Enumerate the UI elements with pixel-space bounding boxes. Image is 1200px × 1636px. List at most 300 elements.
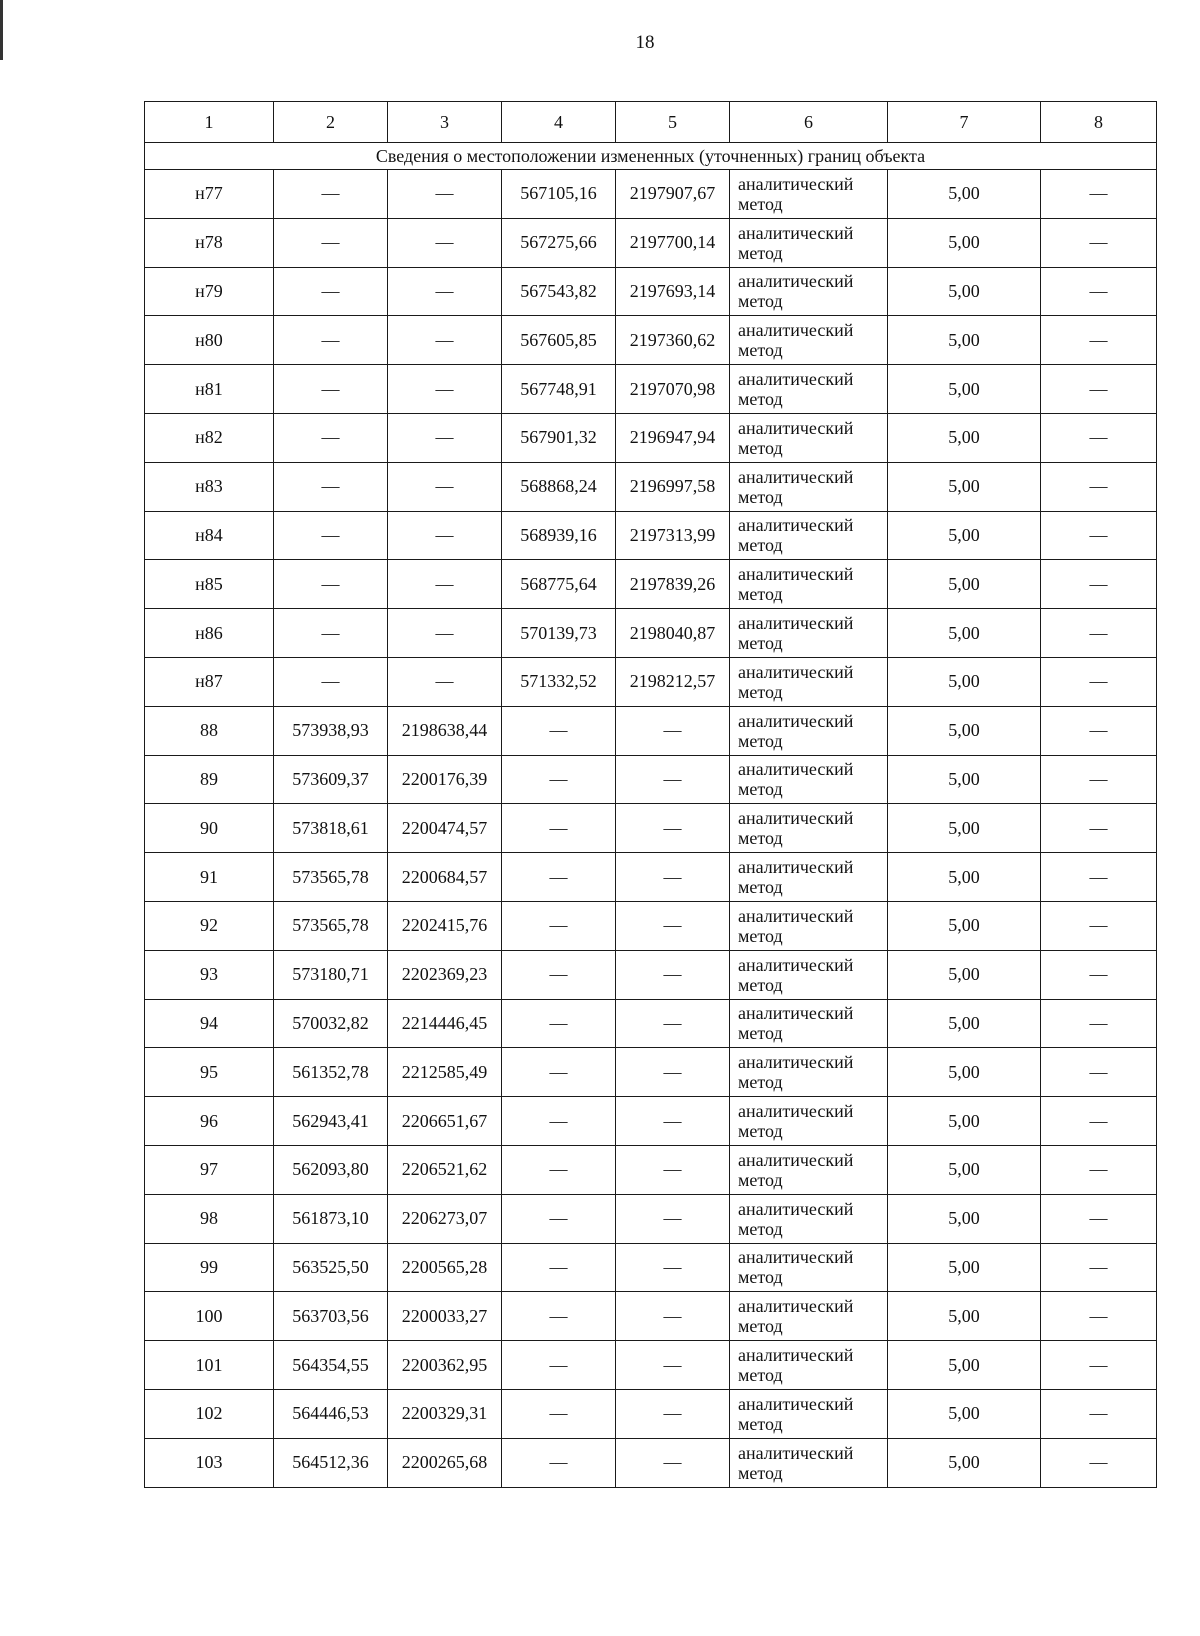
table-cell-c2: 564512,36	[274, 1438, 388, 1487]
method-line-1: аналитический	[738, 954, 854, 975]
table-cell-c5: 2197313,99	[616, 511, 730, 560]
table-cell-c4: 567543,82	[502, 267, 616, 316]
method-line-1: аналитический	[738, 1345, 854, 1366]
table-cell-c1: н83	[145, 462, 274, 511]
table-cell-c3: 2212585,49	[388, 1048, 502, 1097]
table-cell-c8: —	[1041, 365, 1157, 414]
table-cell-c1: 88	[145, 706, 274, 755]
method-line-1: аналитический	[738, 759, 854, 780]
method-line-2: метод	[738, 242, 783, 263]
table-cell-method	[730, 950, 888, 999]
method-line-2: метод	[738, 1023, 783, 1044]
table-cell-c4: 568868,24	[502, 462, 616, 511]
table-cell-method	[730, 804, 888, 853]
table-cell-c8: —	[1041, 1243, 1157, 1292]
method-line-2: метод	[738, 389, 783, 410]
table-cell-c1: 91	[145, 853, 274, 902]
table-cell-c4: 567901,32	[502, 413, 616, 462]
table-cell-c7: 5,00	[888, 609, 1041, 658]
table-cell-c2: 563703,56	[274, 1292, 388, 1341]
table-cell-c1: н84	[145, 511, 274, 560]
table-cell-c7: 5,00	[888, 755, 1041, 804]
table-cell-c4: —	[502, 1145, 616, 1194]
table-cell-c1: 99	[145, 1243, 274, 1292]
table-cell-c7: 5,00	[888, 853, 1041, 902]
column-header: 6	[730, 102, 888, 143]
table-cell-c1: 103	[145, 1438, 274, 1487]
method-line-2: метод	[738, 1218, 783, 1239]
table-cell-c2: —	[274, 267, 388, 316]
table-cell-c3: 2200565,28	[388, 1243, 502, 1292]
table-cell-c1: 93	[145, 950, 274, 999]
table-row	[145, 1194, 1157, 1243]
table-cell-c3: —	[388, 462, 502, 511]
table-cell-c2: 561873,10	[274, 1194, 388, 1243]
table-cell-c1: 94	[145, 999, 274, 1048]
table-cell-c5: —	[616, 1048, 730, 1097]
table-cell-method	[730, 999, 888, 1048]
table-row	[145, 706, 1157, 755]
table-cell-c1: н77	[145, 170, 274, 219]
table-cell-method	[730, 1194, 888, 1243]
method-line-1: аналитический	[738, 1296, 854, 1317]
table-cell-method	[730, 1145, 888, 1194]
table-cell-c3: —	[388, 218, 502, 267]
table-cell-c7: 5,00	[888, 560, 1041, 609]
table-cell-c3: —	[388, 267, 502, 316]
table-cell-c4: —	[502, 1097, 616, 1146]
table-cell-c5: —	[616, 1194, 730, 1243]
table-cell-c2: —	[274, 560, 388, 609]
table-cell-c7: 5,00	[888, 1438, 1041, 1487]
table-row	[145, 1389, 1157, 1438]
table-cell-c5: —	[616, 999, 730, 1048]
method-line-2: метод	[738, 437, 783, 458]
table-cell-c8: —	[1041, 1097, 1157, 1146]
table-row	[145, 1292, 1157, 1341]
table-cell-c7: 5,00	[888, 1194, 1041, 1243]
table-cell-c1: н78	[145, 218, 274, 267]
table-cell-c3: 2206273,07	[388, 1194, 502, 1243]
table-row	[145, 267, 1157, 316]
table-cell-c5: —	[616, 804, 730, 853]
table-cell-c7: 5,00	[888, 1145, 1041, 1194]
table-cell-c4: —	[502, 1243, 616, 1292]
table-row	[145, 1097, 1157, 1146]
method-line-2: метод	[738, 1365, 783, 1386]
method-line-2: метод	[738, 1316, 783, 1337]
page-number: 18	[635, 32, 655, 53]
column-header: 7	[888, 102, 1041, 143]
table-row	[145, 218, 1157, 267]
section-title-row	[145, 143, 1157, 170]
table-cell-c8: —	[1041, 1341, 1157, 1390]
table-cell-c7: 5,00	[888, 1243, 1041, 1292]
table-cell-c7: 5,00	[888, 267, 1041, 316]
method-line-2: метод	[738, 925, 783, 946]
table-row	[145, 170, 1157, 219]
table-cell-c7: 5,00	[888, 511, 1041, 560]
table-cell-c2: —	[274, 170, 388, 219]
method-line-1: аналитический	[738, 905, 854, 926]
table-cell-c7: 5,00	[888, 1292, 1041, 1341]
table-cell-c8: —	[1041, 804, 1157, 853]
table-cell-c4: —	[502, 853, 616, 902]
table-row	[145, 950, 1157, 999]
table-cell-c3: 2200684,57	[388, 853, 502, 902]
table-cell-c2: —	[274, 657, 388, 706]
table-cell-c5: —	[616, 1438, 730, 1487]
method-line-1: аналитический	[738, 564, 854, 585]
table-row	[145, 365, 1157, 414]
table-cell-c3: 2200033,27	[388, 1292, 502, 1341]
table-cell-c5: 2196997,58	[616, 462, 730, 511]
method-line-1: аналитический	[738, 808, 854, 829]
table-cell-c8: —	[1041, 609, 1157, 658]
table-cell-method	[730, 462, 888, 511]
table-cell-c2: 562943,41	[274, 1097, 388, 1146]
method-line-2: метод	[738, 779, 783, 800]
table-cell-c1: н86	[145, 609, 274, 658]
table-cell-method	[730, 1341, 888, 1390]
table-cell-c8: —	[1041, 706, 1157, 755]
table-cell-c1: 95	[145, 1048, 274, 1097]
table-row	[145, 901, 1157, 950]
table-cell-c3: 2206651,67	[388, 1097, 502, 1146]
method-line-1: аналитический	[738, 857, 854, 878]
table-cell-c4: 568775,64	[502, 560, 616, 609]
method-line-2: метод	[738, 1413, 783, 1434]
method-line-1: аналитический	[738, 222, 854, 243]
table-cell-method	[730, 1048, 888, 1097]
table-cell-c3: 2202415,76	[388, 901, 502, 950]
table-cell-c8: —	[1041, 755, 1157, 804]
table-cell-c1: н87	[145, 657, 274, 706]
table-cell-c4: —	[502, 1438, 616, 1487]
table-cell-c8: —	[1041, 316, 1157, 365]
table-cell-c5: 2198040,87	[616, 609, 730, 658]
table-cell-c3: —	[388, 609, 502, 658]
method-line-2: метод	[738, 681, 783, 702]
table-cell-c2: —	[274, 365, 388, 414]
method-line-1: аналитический	[738, 466, 854, 487]
table-cell-c5: 2197693,14	[616, 267, 730, 316]
method-line-1: аналитический	[738, 369, 854, 390]
table-cell-c4: —	[502, 1389, 616, 1438]
table-cell-c5: 2197700,14	[616, 218, 730, 267]
table-body	[145, 143, 1157, 1488]
table-cell-c8: —	[1041, 511, 1157, 560]
table-cell-c5: —	[616, 853, 730, 902]
table-cell-c3: —	[388, 316, 502, 365]
table-cell-c5: —	[616, 1389, 730, 1438]
table-cell-c3: 2200474,57	[388, 804, 502, 853]
table-cell-c2: 564354,55	[274, 1341, 388, 1390]
table-cell-c8: —	[1041, 1194, 1157, 1243]
table-row	[145, 316, 1157, 365]
table-cell-c3: —	[388, 511, 502, 560]
table-cell-c2: 570032,82	[274, 999, 388, 1048]
table-cell-c4: —	[502, 1048, 616, 1097]
table-cell-c4: 568939,16	[502, 511, 616, 560]
table-cell-c1: н85	[145, 560, 274, 609]
method-line-1: аналитический	[738, 1003, 854, 1024]
method-line-2: метод	[738, 584, 783, 605]
table-cell-c4: —	[502, 950, 616, 999]
table-cell-c8: —	[1041, 267, 1157, 316]
column-header: 2	[274, 102, 388, 143]
table-cell-c3: 2206521,62	[388, 1145, 502, 1194]
method-line-2: метод	[738, 1121, 783, 1142]
table-cell-c2: 573938,93	[274, 706, 388, 755]
method-line-1: аналитический	[738, 173, 854, 194]
method-line-1: аналитический	[738, 661, 854, 682]
method-line-1: аналитический	[738, 1247, 854, 1268]
table-cell-c5: —	[616, 950, 730, 999]
table-cell-c4: —	[502, 755, 616, 804]
table-cell-method	[730, 609, 888, 658]
table-cell-c5: —	[616, 1097, 730, 1146]
table-cell-c7: 5,00	[888, 462, 1041, 511]
table-cell-c1: 100	[145, 1292, 274, 1341]
table-cell-c5: —	[616, 1243, 730, 1292]
table-cell-method	[730, 1292, 888, 1341]
table-cell-c7: 5,00	[888, 999, 1041, 1048]
table-cell-c4: —	[502, 1341, 616, 1390]
table-cell-c8: —	[1041, 1438, 1157, 1487]
table-cell-c1: н81	[145, 365, 274, 414]
method-line-1: аналитический	[738, 515, 854, 536]
table-row	[145, 657, 1157, 706]
table-cell-c1: н79	[145, 267, 274, 316]
table-cell-c8: —	[1041, 999, 1157, 1048]
table-row	[145, 999, 1157, 1048]
table-cell-c7: 5,00	[888, 950, 1041, 999]
table-cell-c2: 563525,50	[274, 1243, 388, 1292]
method-line-1: аналитический	[738, 710, 854, 731]
table-row	[145, 462, 1157, 511]
table-cell-c7: 5,00	[888, 1389, 1041, 1438]
table-cell-c5: —	[616, 1292, 730, 1341]
column-header: 1	[145, 102, 274, 143]
table-cell-method	[730, 1243, 888, 1292]
method-line-2: метод	[738, 486, 783, 507]
method-line-1: аналитический	[738, 1149, 854, 1170]
table-cell-method	[730, 853, 888, 902]
table-cell-c4: —	[502, 901, 616, 950]
table-row	[145, 853, 1157, 902]
table-cell-c7: 5,00	[888, 1097, 1041, 1146]
table-cell-c5: 2196947,94	[616, 413, 730, 462]
method-line-2: метод	[738, 535, 783, 556]
table-cell-c1: 92	[145, 901, 274, 950]
table-cell-c7: 5,00	[888, 706, 1041, 755]
table-cell-c2: —	[274, 462, 388, 511]
table-cell-c3: 2200176,39	[388, 755, 502, 804]
table-cell-c3: 2198638,44	[388, 706, 502, 755]
table-cell-c3: —	[388, 170, 502, 219]
method-line-2: метод	[738, 1462, 783, 1483]
method-line-2: метод	[738, 340, 783, 361]
method-line-2: метод	[738, 633, 783, 654]
table-cell-c5: 2198212,57	[616, 657, 730, 706]
table-cell-method	[730, 316, 888, 365]
table-row	[145, 413, 1157, 462]
method-line-1: аналитический	[738, 1198, 854, 1219]
table-row	[145, 1243, 1157, 1292]
table-cell-c2: 561352,78	[274, 1048, 388, 1097]
table-cell-c8: —	[1041, 560, 1157, 609]
method-line-2: метод	[738, 730, 783, 751]
table-cell-c4: 567275,66	[502, 218, 616, 267]
method-line-2: метод	[738, 1267, 783, 1288]
table-cell-c5: 2197070,98	[616, 365, 730, 414]
table-cell-c3: 2200265,68	[388, 1438, 502, 1487]
table-cell-c5: 2197907,67	[616, 170, 730, 219]
table-cell-c2: 573818,61	[274, 804, 388, 853]
table-row	[145, 755, 1157, 804]
table-cell-c1: 90	[145, 804, 274, 853]
table-cell-c5: —	[616, 755, 730, 804]
table-cell-c3: —	[388, 657, 502, 706]
table-cell-c5: —	[616, 706, 730, 755]
table-row	[145, 1341, 1157, 1390]
table-cell-method	[730, 365, 888, 414]
table-cell-c7: 5,00	[888, 316, 1041, 365]
method-line-1: аналитический	[738, 1442, 854, 1463]
table-cell-c3: 2214446,45	[388, 999, 502, 1048]
table-cell-method	[730, 267, 888, 316]
table-cell-c8: —	[1041, 1292, 1157, 1341]
method-line-2: метод	[738, 291, 783, 312]
table-cell-c7: 5,00	[888, 218, 1041, 267]
table-cell-c2: —	[274, 413, 388, 462]
table-cell-c8: —	[1041, 1145, 1157, 1194]
table-cell-c2: 564446,53	[274, 1389, 388, 1438]
table-cell-c8: —	[1041, 462, 1157, 511]
column-header: 3	[388, 102, 502, 143]
method-line-1: аналитический	[738, 417, 854, 438]
table-cell-c2: 573565,78	[274, 901, 388, 950]
table-row	[145, 1048, 1157, 1097]
table-cell-c4: —	[502, 706, 616, 755]
table-cell-c1: 89	[145, 755, 274, 804]
table-cell-c5: —	[616, 901, 730, 950]
table-row	[145, 609, 1157, 658]
method-line-1: аналитический	[738, 1052, 854, 1073]
table-cell-c2: 573180,71	[274, 950, 388, 999]
table-cell-c8: —	[1041, 657, 1157, 706]
table-row	[145, 1145, 1157, 1194]
table-cell-c1: 101	[145, 1341, 274, 1390]
table-cell-c1: н80	[145, 316, 274, 365]
table-cell-c2: —	[274, 609, 388, 658]
table-cell-method	[730, 170, 888, 219]
table-cell-c7: 5,00	[888, 413, 1041, 462]
table-cell-c8: —	[1041, 1048, 1157, 1097]
table-cell-c7: 5,00	[888, 804, 1041, 853]
table-cell-c4: —	[502, 1292, 616, 1341]
table-cell-c8: —	[1041, 1389, 1157, 1438]
table-cell-c7: 5,00	[888, 901, 1041, 950]
table-cell-c4: 567105,16	[502, 170, 616, 219]
table-cell-c7: 5,00	[888, 365, 1041, 414]
table-cell-c8: —	[1041, 170, 1157, 219]
table-cell-c4: 571332,52	[502, 657, 616, 706]
method-line-2: метод	[738, 1169, 783, 1190]
table-cell-c3: —	[388, 560, 502, 609]
table-cell-c1: 102	[145, 1389, 274, 1438]
table-cell-c8: —	[1041, 901, 1157, 950]
method-line-2: метод	[738, 1072, 783, 1093]
table-cell-method	[730, 1389, 888, 1438]
table-cell-c3: —	[388, 413, 502, 462]
table-cell-c2: —	[274, 316, 388, 365]
table-cell-c3: —	[388, 365, 502, 414]
table-row	[145, 1438, 1157, 1487]
table-cell-c5: —	[616, 1145, 730, 1194]
method-line-2: метод	[738, 877, 783, 898]
table-cell-c3: 2200362,95	[388, 1341, 502, 1390]
table-cell-c7: 5,00	[888, 1048, 1041, 1097]
table-cell-method	[730, 218, 888, 267]
method-line-2: метод	[738, 974, 783, 995]
table-cell-c1: 98	[145, 1194, 274, 1243]
table-cell-c4: —	[502, 1194, 616, 1243]
coordinates-table	[144, 101, 1157, 1488]
table-cell-c1: н82	[145, 413, 274, 462]
table-cell-c7: 5,00	[888, 170, 1041, 219]
table-cell-c4: —	[502, 999, 616, 1048]
table-cell-method	[730, 413, 888, 462]
column-header: 4	[502, 102, 616, 143]
column-header: 5	[616, 102, 730, 143]
table-cell-method	[730, 511, 888, 560]
table-cell-method	[730, 1097, 888, 1146]
table-cell-c2: 573565,78	[274, 853, 388, 902]
column-header: 8	[1041, 102, 1157, 143]
table-cell-c3: 2202369,23	[388, 950, 502, 999]
table-cell-c5: 2197839,26	[616, 560, 730, 609]
table-cell-method	[730, 755, 888, 804]
method-line-1: аналитический	[738, 1101, 854, 1122]
table-cell-method	[730, 901, 888, 950]
table-cell-c7: 5,00	[888, 657, 1041, 706]
method-line-1: аналитический	[738, 271, 854, 292]
method-line-1: аналитический	[738, 613, 854, 634]
table-cell-c7: 5,00	[888, 1341, 1041, 1390]
table-cell-c8: —	[1041, 413, 1157, 462]
table-cell-c2: —	[274, 218, 388, 267]
method-line-2: метод	[738, 828, 783, 849]
section-title: Сведения о местоположении измененных (уточненных) границ объекта	[145, 143, 1157, 170]
table-cell-c4: 567605,85	[502, 316, 616, 365]
method-line-1: аналитический	[738, 1393, 854, 1414]
column-number-row	[145, 102, 1157, 143]
table-cell-c1: 97	[145, 1145, 274, 1194]
table-row	[145, 511, 1157, 560]
table-cell-c4: 567748,91	[502, 365, 616, 414]
table-cell-c5: —	[616, 1341, 730, 1390]
table-cell-method	[730, 560, 888, 609]
table-cell-c2: —	[274, 511, 388, 560]
table-row	[145, 560, 1157, 609]
table-cell-c4: 570139,73	[502, 609, 616, 658]
table-cell-c8: —	[1041, 853, 1157, 902]
table-cell-c2: 562093,80	[274, 1145, 388, 1194]
method-line-1: аналитический	[738, 320, 854, 341]
table-row	[145, 804, 1157, 853]
